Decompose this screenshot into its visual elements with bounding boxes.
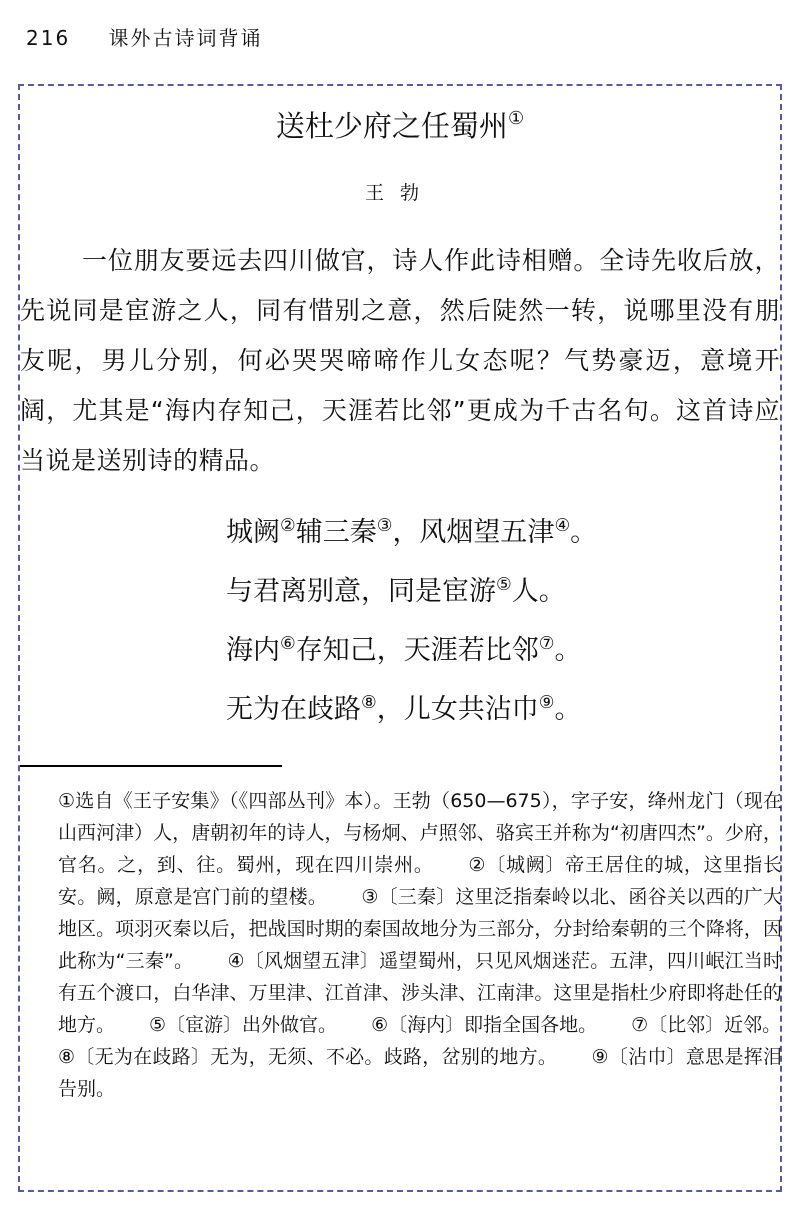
footnote-marker: ② <box>280 516 296 536</box>
footnote: ②〔城阙〕帝王居住的城，这里指长安。阙，原意是宫门前的望楼。 <box>58 854 782 908</box>
footnote-marker: ⑥ <box>280 634 296 654</box>
poem-line <box>226 500 597 559</box>
poem-line-text: 。 <box>570 517 598 548</box>
poem-line <box>226 618 597 677</box>
poem-line-text: ，风烟望五津 <box>392 517 555 548</box>
footnote: ①选自《王子安集》（《四部丛刊》本）。王勃（650—675），字子安，绛州龙门（现在山西河津）人，唐朝初年的诗人，与杨炯、卢照邻、骆宾王并称为“初唐四杰”。少府，官名。之，到、往。蜀州，现在四川崇州。 <box>58 790 782 876</box>
poem-body <box>226 500 597 736</box>
footnote-marker: ⑧ <box>361 693 377 713</box>
footnote: ⑦〔比邻〕近邻。 <box>631 1014 782 1036</box>
poem-title <box>0 104 800 145</box>
page-number: 216 <box>26 26 71 50</box>
footnote: ⑧〔无为在歧路〕无为，无须、不必。歧路，岔别的地方。 <box>58 1046 558 1068</box>
footnote: ⑨〔沾巾〕意思是挥泪告别。 <box>58 1046 782 1100</box>
footnote-marker: ④ <box>554 516 571 536</box>
footnote-marker: ③ <box>376 516 393 536</box>
page-header <box>26 22 263 51</box>
poem-line <box>226 677 597 736</box>
poem-line-text: 。 <box>554 694 582 725</box>
footnote: ③〔三秦〕这里泛指秦岭以北、函谷关以西的广大地区。项羽灭秦以后，把战国时期的秦国故地分为三部分，分封给秦朝的三个降将，因此称为“三秦”。 <box>58 886 782 972</box>
poem-line-text: 。 <box>554 635 582 666</box>
poem-introduction: 一位朋友要远去四川做官，诗人作此诗相赠。全诗先收后放，先说同是宦游之人，同有惜别之意，然后陡然一转，说哪里没有朋友呢，男儿分别，何必哭哭啼啼作儿女态呢？气势豪迈，意境开阔，尤其是“海内存知己，天涯若比邻”更成为千古名句。这首诗应当说是送别诗的精品。 <box>20 246 780 475</box>
poem-line-text: 与君离别意，同是宦游 <box>226 576 496 607</box>
book-title: 课外古诗词背诵 <box>108 26 263 50</box>
footnote: ⑤〔宦游〕出外做官。 <box>149 1014 338 1036</box>
poem-line-text: 人。 <box>511 576 566 607</box>
footnote-divider <box>20 765 282 767</box>
footnote-marker: ⑦ <box>538 634 555 654</box>
footnote-marker: ⑤ <box>496 575 512 595</box>
title-footnote-marker: ① <box>507 108 525 129</box>
footnote: ④〔风烟望五津〕遥望蜀州，只见风烟迷茫。五津，四川岷江当时有五个渡口，白华津、万里津、江首津、涉头津、江南津。这里是指杜少府即将赴任的地方。 <box>58 950 782 1036</box>
footnote-marker: ⑨ <box>538 693 555 713</box>
poem-line-text: 海内 <box>226 635 280 666</box>
poem-line-text: 无为在歧路 <box>226 694 361 725</box>
poem-title-text: 送杜少府之任蜀州 <box>275 109 508 143</box>
footnotes <box>58 785 782 1105</box>
poem-line-text: 辅三秦 <box>295 517 377 548</box>
footnote: ⑥〔海内〕即指全国各地。 <box>371 1014 598 1036</box>
poem-line <box>226 559 597 618</box>
poem-author: 王勃 <box>364 182 435 204</box>
poem-line-text: ，儿女共沾巾 <box>376 694 539 725</box>
poem-line-text: 城阙 <box>226 517 280 548</box>
poem-line-text: 存知己，天涯若比邻 <box>295 635 539 666</box>
